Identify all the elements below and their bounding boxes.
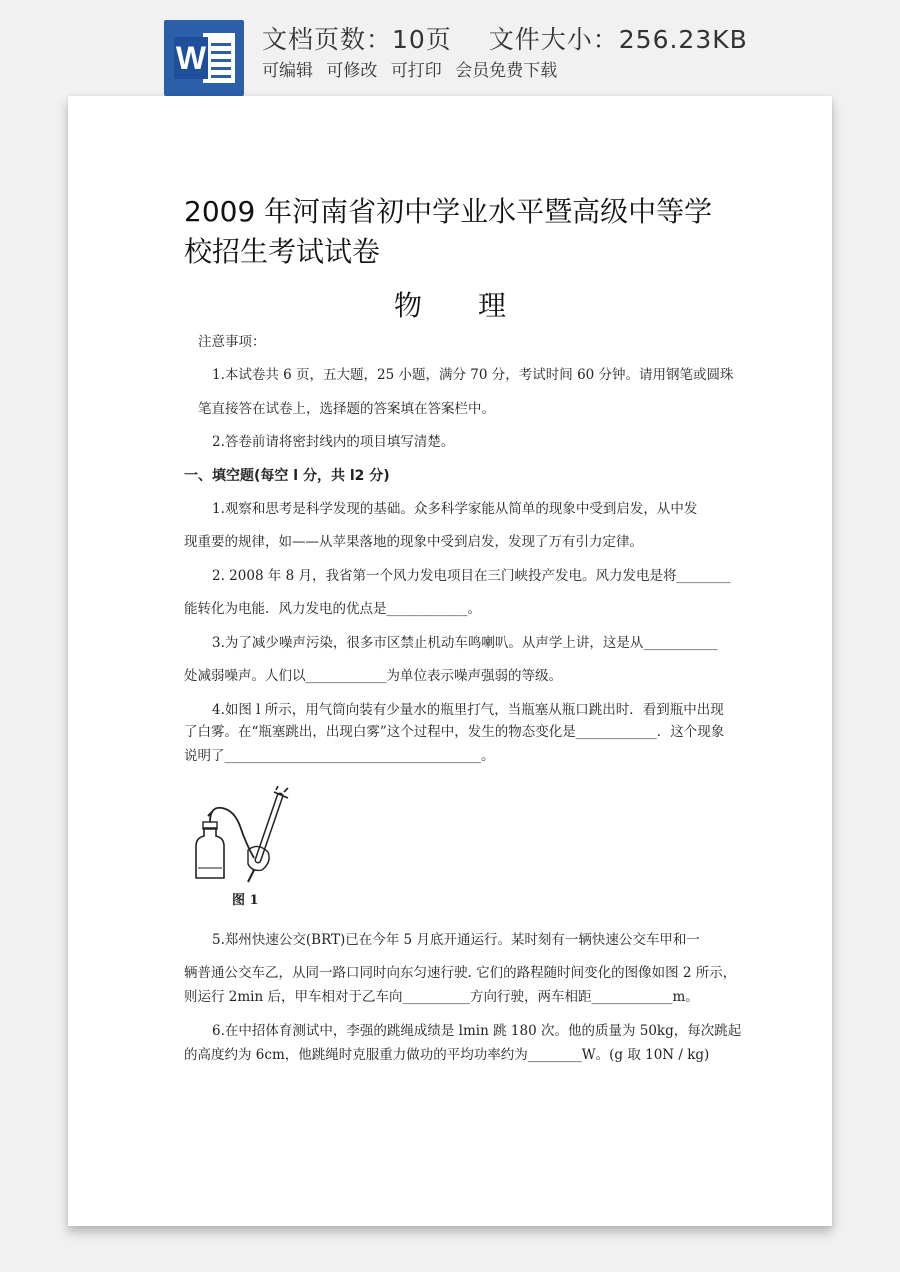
figure-1-pump-bottle	[188, 786, 298, 906]
question-4-line-1: 4.如图 l 所示，用气筒向装有少量水的瓶里打气，当瓶塞从瓶口跳出时．看到瓶中出现	[212, 702, 724, 718]
question-6-line-2: 的高度约为 6cm，他跳绳时克服重力做功的平均功率约为________W。(g 取 10N / kg)	[184, 1047, 710, 1063]
question-5-line-3: 则运行 2min 后，甲车相对于乙车向__________方向行驶，两车相距____________m。	[184, 989, 699, 1005]
header-banner	[0, 0, 900, 100]
question-4-line-3: 说明了______________________________________。	[184, 748, 495, 764]
file-size: 文件大小：256.23KB	[488, 25, 748, 54]
question-2-line-1: 2. 2008 年 8 月，我省第一个风力发电项目在三门峡投产发电。风力发电是将________	[212, 568, 731, 584]
section-heading: 一、填空题(每空 l 分，共 l2 分)	[184, 468, 390, 484]
question-6-line-1: 6.在中招体育测试中，李强的跳绳成绩是 lmin 跳 180 次。他的质量为 50kg，每次跳起	[212, 1023, 742, 1039]
question-1-line-2: 现重要的规律，如——从苹果落地的现象中受到启发，发现了万有引力定律。	[184, 534, 643, 550]
feature-list	[262, 56, 557, 81]
title-line-1: 2009 年河南省初中学业水平暨高级中等学	[184, 195, 713, 228]
feature-member-download: 会员免费下载	[455, 61, 558, 81]
feature-editable: 可编辑	[262, 61, 313, 81]
question-4-line-2: 了白雾。在“瓶塞跳出，出现白雾”这个过程中，发生的物态变化是____________．这个现象	[184, 724, 725, 740]
notice-item-1: 1.本试卷共 6 页，五大题，25 小题，满分 70 分，考试时间 60 分钟。请用钢笔或圆珠	[212, 367, 734, 383]
question-3-line-2: 处减弱噪声。人们以____________为单位表示噪声强弱的等级。	[184, 668, 562, 684]
title-line-2: 校招生考试试卷	[184, 235, 381, 268]
word-doc-icon	[164, 20, 244, 96]
feature-modifiable: 可修改	[326, 61, 378, 81]
file-meta	[262, 20, 748, 56]
question-5-line-1: 5.郑州快速公交(BRT)已在今年 5 月底开通运行。某时刻有一辆快速公交车甲和一	[212, 932, 700, 948]
page-count: 文档页数：10页	[262, 25, 452, 54]
document-title	[184, 192, 744, 272]
subject-heading: 物理	[393, 289, 562, 322]
question-2-line-2: 能转化为电能．风力发电的优点是____________。	[184, 601, 481, 617]
notice-item-2: 2.答卷前请将密封线内的项目填写清楚。	[212, 434, 455, 450]
figure-1-caption: 图 1	[232, 893, 259, 908]
word-logo-letter: W	[174, 37, 208, 79]
question-3-line-1: 3.为了减少噪声污染，很多市区禁止机动车鸣喇叭。从声学上讲，这是从___________	[212, 635, 718, 651]
feature-printable: 可打印	[390, 61, 442, 81]
notice-item-1-cont: 笔直接答在试卷上，选择题的答案填在答案栏中。	[198, 401, 495, 417]
question-1-line-1: 1.观察和思考是科学发现的基础。众多科学家能从简单的现象中受到启发，从中发	[212, 501, 698, 517]
question-5-line-2: 辆普通公交车乙，从同一路口同时向东匀速行驶. 它们的路程随时间变化的图像如图 2 所示，	[184, 965, 737, 981]
notice-heading: 注意事项：	[198, 334, 266, 350]
document-page	[68, 96, 832, 1226]
